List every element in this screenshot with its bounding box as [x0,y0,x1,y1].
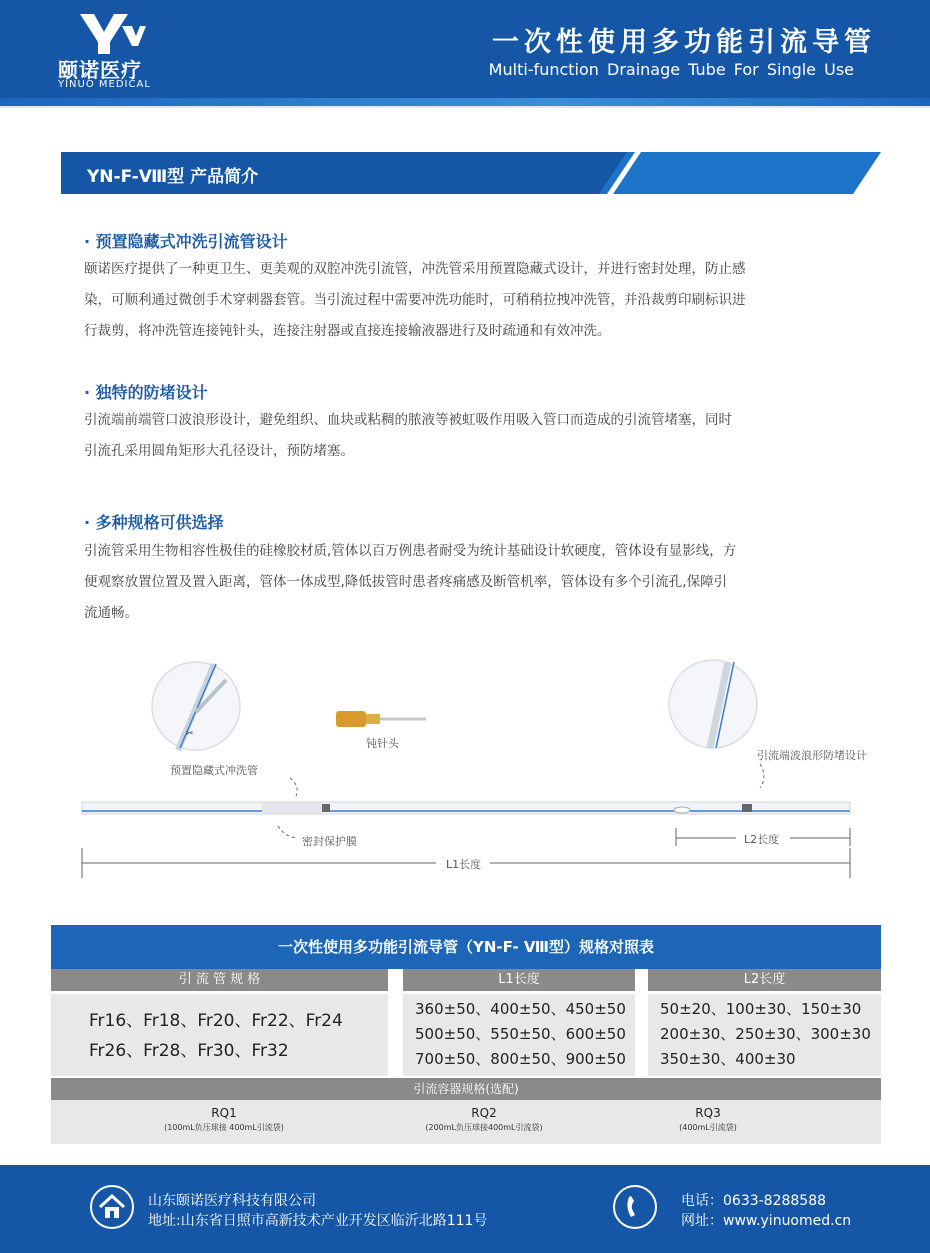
label-l1-length: L1长度 [446,858,482,871]
container-rq1 [124,1106,324,1133]
svg-text:✂: ✂ [186,729,194,739]
text-line: Fr16、Fr18、Fr20、Fr22、Fr24 [89,1011,343,1031]
container-spec-header: 引流容器规格(选配) [51,1078,881,1100]
company-address: 地址:山东省日照市高新技术产业开发区临沂北路111号 [148,1213,488,1229]
text-line: 350±30、400±30 [660,1050,796,1068]
container-spec-row [51,1100,881,1144]
logo-text-en: YINUO MEDICAL [58,79,151,90]
phone-icon [613,1185,657,1229]
page-subtitle: Multi-function Drainage Tube For Single Use [488,60,854,79]
label-seal-film: 密封保护膜 [302,835,357,848]
page-header [0,0,930,98]
spec-table-title: 一次性使用多功能引流导管（YN-F- Ⅷ型）规格对照表 [51,925,881,969]
label-l2-length: L2长度 [744,833,780,846]
text-line: 便观察放置位置及置入距离，管体一体成型,降低拔管时患者疼痛感及断管机率，管体设有多个引流孔,保障引 [84,574,728,590]
logo-icon [76,12,146,56]
product-diagram [0,650,930,890]
container-rq2 [384,1106,584,1133]
text-line: 700±50、800±50、900±50 [415,1050,626,1068]
feature-body-specs [84,536,864,629]
company-name: 山东颐诺医疗科技有限公司 [148,1193,316,1209]
home-icon [90,1185,134,1229]
page-title: 一次性使用多功能引流导管 [492,27,876,58]
container-name: RQ3 [695,1106,721,1120]
l2-length-cell [648,994,881,1076]
text-line: Fr26、Fr28、Fr30、Fr32 [89,1041,289,1061]
container-rq3 [608,1106,808,1133]
feature-title-flush: · 预置隐藏式冲洗引流管设计 [84,232,288,251]
feature-title-specs: · 多种规格可供选择 [84,513,224,532]
header-stripe [0,98,930,106]
column-header-l2: L2长度 [648,969,881,991]
label-blunt-needle: 钝针头 [366,737,399,750]
text-line: 50±20、100±30、150±30 [660,1000,862,1018]
l1-length-cell [403,994,635,1076]
column-header-l1: L1长度 [403,969,635,991]
logo-text-cn: 颐诺医疗 [58,58,142,82]
tube-illustration [0,650,930,890]
text-line: 500±50、550±50、600±50 [415,1025,626,1043]
website-link[interactable]: 网址：www.yinuomed.cn [681,1213,852,1229]
feature-body-flush [84,254,864,347]
section-title: YN-F-Ⅷ型 产品简介 [87,167,259,187]
container-note: (400mL引流袋) [679,1123,737,1132]
container-note: (200mL负压球接400mL引流袋) [425,1123,543,1132]
container-name: RQ1 [211,1106,237,1120]
container-note: (100mL负压球接 400mL引流袋) [164,1123,284,1132]
feature-body-anticlog [84,405,864,467]
text-line: 染，可顺利通过微创手术穿刺器套管。当引流过程中需要冲洗功能时，可稍稍拉拽冲洗管，并沿裁剪印刷标识进 [84,292,746,308]
section-banner [61,152,881,194]
label-hidden-flush: 预置隐藏式冲洗管 [170,764,258,777]
text-line: 引流管采用生物相容性极佳的硅橡胶材质,管体以百万例患者耐受为统计基础设计软硬度，管体设有显影线，方 [84,543,737,559]
text-line: 引流端前端管口波浪形设计，避免组织、血块或粘稠的脓液等被虹吸作用吸入管口而造成的引流管堵塞，同时 [84,412,732,428]
container-name: RQ2 [471,1106,497,1120]
phone-number: 电话：0633-8288588 [681,1193,827,1209]
text-line: 360±50、400±50、450±50 [415,1000,626,1018]
text-line: 行裁剪，将冲洗管连接钝针头，连接注射器或直接连接输液器进行及时疏通和有效冲洗。 [84,323,611,339]
text-line: 引流孔采用圆角矩形大孔径设计，预防堵塞。 [84,443,354,459]
text-line: 200±30、250±30、300±30 [660,1025,871,1043]
column-header-spec: 引 流 管 规 格 [51,969,388,991]
spec-sizes-cell [51,994,388,1076]
header-divider [0,106,930,108]
feature-title-anticlog: · 独特的防堵设计 [84,383,208,402]
label-wave-tip: 引流端波浪形防堵设计 [757,749,867,762]
text-line: 流通畅。 [84,605,138,621]
page-footer [0,1165,930,1253]
text-line: 颐诺医疗提供了一种更卫生、更美观的双腔冲洗引流管，冲洗管采用预置隐藏式设计，并进行密封处理，防止感 [84,261,746,277]
